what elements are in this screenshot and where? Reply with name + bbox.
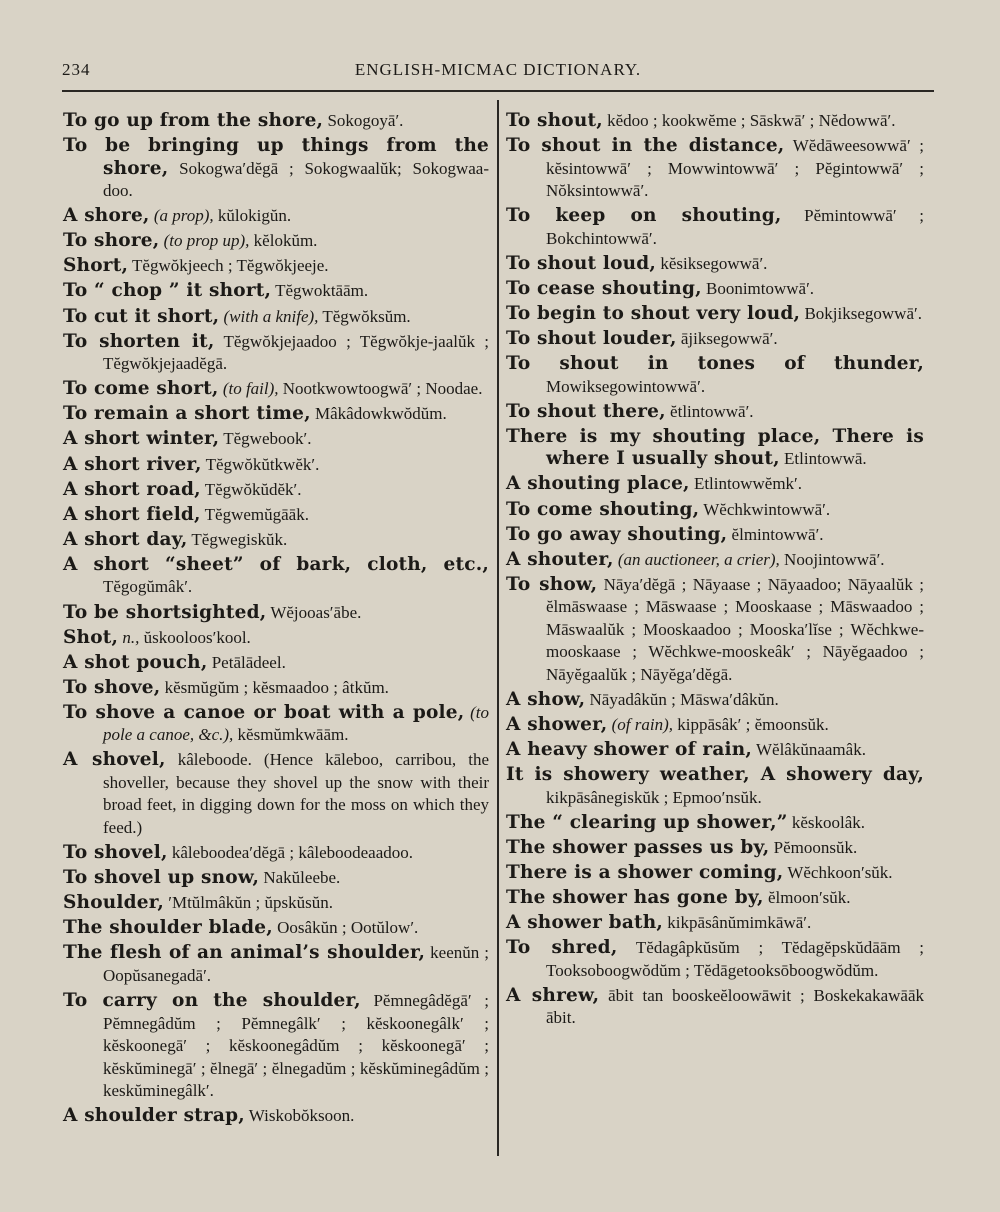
dictionary-entry [63,280,489,303]
dictionary-entry [506,837,924,860]
entry-headword: Shot, [63,626,119,648]
dictionary-entry [63,306,489,329]
entry-usage-note: (to fail), [218,379,279,399]
entry-headword: The “ clearing up shower,” [506,811,788,833]
entry-translation: Nāya′dĕgā ; Nāyaase ; Nāyaadoo; Nāyaalŭk ; ĕlmāswaase ; Māswaase ; Mooskaase ; Māswaadoo ; Māswaalŭk ; Mooskaadoo ; Mooska′lĭse ; Wĕchkwe-mooskaase ; Wĕchkwe-mooskeâk′ ; Nāyĕgaadoo ; Nāyĕgaalŭk ; Nāyĕga′dĕgā. [546,574,924,684]
entry-translation: Etlintowwĕmk′. [689,474,803,494]
dictionary-entry [63,677,489,700]
entry-translation: Pĕmnegâdĕgā′ ; Pĕmnegâdŭm ; Pĕmnegâlk′ ; kĕskoonegâlk′ ; kĕskoonegā′ ; kĕskoonegâdŭm ; kĕskoonegā′ ; kĕskŭminegā′ ; ĕlnegā′ ; ĕlnegadŭm ; kĕskŭminegâdŭm ; keskŭminegâlk′. [103,991,489,1101]
dictionary-entry [506,739,924,762]
dictionary-entry [63,255,489,278]
entry-translation: Pĕmoonsŭk. [769,837,858,857]
entry-translation: Wiskobŏksoon. [244,1106,355,1126]
entry-headword: To come short, [63,378,219,400]
entry-translation: kâleboode. (Hence kāleboo, carribou, the shoveller, because they shovel up the snow with their broad feet, in digging down for the moss on which they feed.) [103,750,489,837]
entry-headword: To shout loud, [506,252,657,274]
entry-headword: There is a shower coming, [506,861,784,883]
dictionary-entry [63,627,489,650]
dictionary-entry [506,574,924,687]
entry-usage-note: (an auctioneer, a crier), [613,549,780,569]
entry-translation: Tĕgwebook′. [219,429,312,449]
entry-headword: Shoulder, [63,892,164,914]
dictionary-entry [63,942,489,987]
entry-headword: To shove a canoe or boat with a pole, [63,701,465,723]
entry-translation: Wĕjooas′ābe. [266,602,362,622]
dictionary-entry [63,135,489,203]
entry-headword: A short “sheet” of bark, cloth, etc., [63,553,489,575]
dictionary-entry [506,401,924,424]
header-rule [62,90,934,92]
dictionary-entry [506,937,924,982]
entry-translation: kĕlokŭm. [249,231,318,251]
dictionary-entry [506,912,924,935]
entry-headword: To shovel, [63,842,168,864]
entry-headword: To shorten it, [63,330,215,352]
entry-translation: Nakŭleebe. [259,868,341,888]
entry-translation: kĕdoo ; kookwĕme ; Sāskwā′ ; Nĕdowwā′. [602,111,896,130]
entry-translation: ŭskooloos′kool. [139,627,251,647]
entry-headword: To begin to shout very loud, [506,302,801,324]
entry-usage-note: (a prop), [149,206,214,226]
dictionary-entry [506,689,924,712]
entry-headword: The flesh of an animal’s shoulder, [63,942,426,964]
entry-translation: kĕsmŭmkwāām. [233,725,349,745]
column-divider [497,100,499,1156]
entry-headword: To shout, [506,110,603,131]
entry-headword: To shove, [63,676,161,698]
entry-translation: kikpāsânegiskŭk ; Epmoo′nsŭk. [546,787,762,807]
entry-translation: kŭlokigŭn. [213,206,292,226]
dictionary-entry [506,549,924,572]
entry-headword: To go away shouting, [506,523,728,545]
entry-translation: Tĕgwemŭgāāk. [200,504,309,524]
right-column [506,110,924,1032]
dictionary-entry [506,253,924,276]
dictionary-entry [63,378,489,401]
entry-translation: Tĕgwŏkŭtkwĕk′. [201,454,320,474]
entry-headword: To keep on shouting, [506,205,782,227]
entry-translation: Tĕdagâpkŭsŭm ; Tĕdagĕpskŭdāām ; Tooksoboogwŏdŭm ; Tĕdāgetooksōboogwŏdŭm. [546,938,924,980]
entry-usage-note: (to pole a canoe, &c.), [103,702,489,745]
dictionary-entry [506,499,924,522]
entry-translation: kĕsiksegowwā′. [656,253,768,273]
dictionary-entry [506,985,924,1030]
entry-headword: A short river, [63,453,202,475]
entry-headword: To shout in tones of thunder, [506,353,924,375]
dictionary-entry [63,602,489,625]
entry-translation: Nāyadâkŭn ; Māswa′dâkŭn. [585,689,779,709]
entry-translation: keenŭn ; Oopŭsanegadā′. [103,943,489,985]
entry-translation: Etlintowwā. [779,449,867,469]
dictionary-entry [506,887,924,910]
entry-headword: To go up from the shore, [63,110,324,131]
entry-headword: To “ chop ” it short, [63,280,272,302]
entry-headword: A shoulder strap, [63,1105,245,1127]
entry-translation: Tĕgwŏkjeech ; Tĕgwŏkjeeje. [128,256,329,276]
entry-headword: A shovel, [63,749,166,771]
entry-translation: Tĕgwoktāām. [271,281,369,301]
entry-headword: To be bringing up things from the shore, [63,135,489,179]
entry-headword: A shower bath, [506,912,664,934]
entry-translation: kikpāsânŭmimkāwā′. [663,913,812,933]
dictionary-entry [63,428,489,451]
entry-headword: To cease shouting, [506,277,702,299]
entry-translation: kâleboodea′dĕgā ; kâleboodeaadoo. [167,843,414,863]
entry-translation: kĕskoolâk. [787,812,866,832]
dictionary-entry [63,479,489,502]
dictionary-entry [63,529,489,552]
entry-headword: To remain a short time, [63,403,311,425]
entry-translation: Mowiksegowintowwā′. [546,376,706,396]
dictionary-entry [506,353,924,398]
dictionary-entry [506,764,924,809]
entry-usage-note: n., [118,627,140,647]
entry-usage-note: (of rain), [607,715,673,734]
entry-usage-note: (to prop up), [159,231,250,251]
dictionary-entry [506,278,924,301]
entry-headword: To shore, [63,230,160,252]
dictionary-entry [63,504,489,527]
dictionary-entry [63,917,489,940]
entry-translation: kĕsmŭgŭm ; kĕsmaadoo ; âtkŭm. [160,677,389,697]
entry-headword: To be shortsighted, [63,601,267,623]
entry-translation: Wĕlâkŭnaamâk. [752,740,866,760]
entry-headword: A shouter, [506,548,614,570]
dictionary-entry [63,403,489,426]
dictionary-entry [63,749,489,839]
page-header [62,60,934,88]
entry-headword: A shrew, [506,984,600,1006]
dictionary-entry [63,331,489,376]
entry-headword: A shouting place, [506,473,690,495]
dictionary-entry [506,205,924,250]
entry-headword: A short field, [63,503,201,525]
dictionary-entry [63,892,489,915]
dictionary-entry [506,328,924,351]
entry-translation: Petālādeel. [207,652,286,672]
entry-translation: Oosâkŭn ; Ootŭlow′. [272,918,419,938]
dictionary-entry [63,1105,489,1128]
entry-headword: To show, [506,573,598,595]
dictionary-entry [63,110,489,133]
entry-translation: Noojintowwā′. [779,549,885,569]
entry-headword: To cut it short, [63,305,220,327]
entry-translation: Tĕgwŏkjejaadoo ; Tĕgwŏkje-jaalŭk ; Tĕgwŏkjejaadĕgā. [103,331,489,374]
entry-translation: kippāsâk′ ; ĕmoonsŭk. [672,715,829,734]
dictionary-entry [63,702,489,747]
entry-usage-note: (with a knife), [219,306,319,326]
entry-headword: To shovel up snow, [63,867,260,889]
dictionary-entry [506,135,924,203]
dictionary-entry [63,867,489,890]
dictionary-entry [63,454,489,477]
entry-translation: ājiksegowwā′. [676,329,778,349]
dictionary-entry [506,524,924,547]
dictionary-entry [63,842,489,865]
entry-translation: ĕtlintowwā′. [665,401,754,421]
dictionary-entry [63,230,489,253]
entry-translation: ĕlmintowwā′. [727,524,824,544]
dictionary-entry [506,473,924,496]
entry-translation: Sokogwa′dĕgā ; Sokogwaalŭk; Sokogwaa-doo. [103,158,489,201]
entry-headword: The shower passes us by, [506,836,770,858]
dictionary-entry [63,990,489,1103]
entry-headword: A short day, [63,528,188,550]
dictionary-entry [63,205,489,228]
dictionary-entry [506,862,924,885]
entry-headword: To come shouting, [506,498,700,520]
entry-translation: Nootkwowtoogwā′ ; Noodae. [278,379,483,399]
entry-translation: ′Mtŭlmâkŭn ; ŭpskŭsŭn. [163,893,333,913]
dictionary-entry [63,554,489,599]
entry-headword: A shot pouch, [63,651,208,673]
entry-headword: To shout louder, [506,328,677,350]
entry-headword: There is my shouting place, There is where I usually shout, [506,425,924,470]
entry-headword: A short winter, [63,428,220,450]
entry-translation: Bokjiksegowwā′. [800,303,922,323]
dictionary-entry [506,110,924,133]
entry-headword: A show, [506,688,586,710]
entry-headword: It is showery weather, A showery day, [506,764,924,786]
entry-headword: To shout in the distance, [506,135,785,157]
entry-headword: To shout there, [506,400,666,422]
entry-headword: A shower, [506,714,608,735]
dictionary-entry [506,714,924,737]
dictionary-entry [506,426,924,471]
left-column [63,110,489,1130]
entry-translation: Tĕgogŭmâk′. [103,577,193,597]
entry-headword: Short, [63,255,129,277]
page-number: 234 [62,60,91,79]
entry-headword: A heavy shower of rain, [506,739,753,761]
entry-translation: Wĕchkoon′sŭk. [783,862,893,882]
entry-headword: To carry on the shoulder, [63,990,361,1012]
running-title: ENGLISH-MICMAC DICTIONARY. [354,60,642,79]
entry-translation: Mâkâdowkwŏdŭm. [310,404,447,424]
entry-translation: Tĕgwŏksŭm. [318,306,411,326]
entry-headword: The shower has gone by, [506,887,764,909]
entry-translation: Boonimtowwā′. [701,278,815,298]
entry-headword: The shoulder blade, [63,917,273,939]
entry-headword: A shore, [63,205,150,227]
entry-translation: ĕlmoon′sŭk. [763,888,851,908]
dictionary-entry [63,652,489,675]
entry-translation: Wĕdāweesowwā′ ; kĕsintowwā′ ; Mowwintowwā′ ; Pĕgintowwā′ ; Nŏksintowwā′. [546,136,924,201]
entry-translation: ābit tan booskeĕloowāwit ; Boskekakawāāk ābit. [546,985,924,1028]
entry-translation: Tĕgwegiskŭk. [187,529,288,549]
entry-translation: Tĕgwŏkŭdĕk′. [200,479,302,499]
entry-translation: Pĕmintowwā′ ; Bokchintowwā′. [546,206,924,248]
entry-translation: Sokogoyā′. [323,111,404,130]
dictionary-entry [506,812,924,835]
entry-translation: Wĕchkwintowwā′. [699,499,831,519]
dictionary-entry [506,303,924,326]
entry-headword: A short road, [63,478,201,500]
entry-headword: To shred, [506,937,618,959]
